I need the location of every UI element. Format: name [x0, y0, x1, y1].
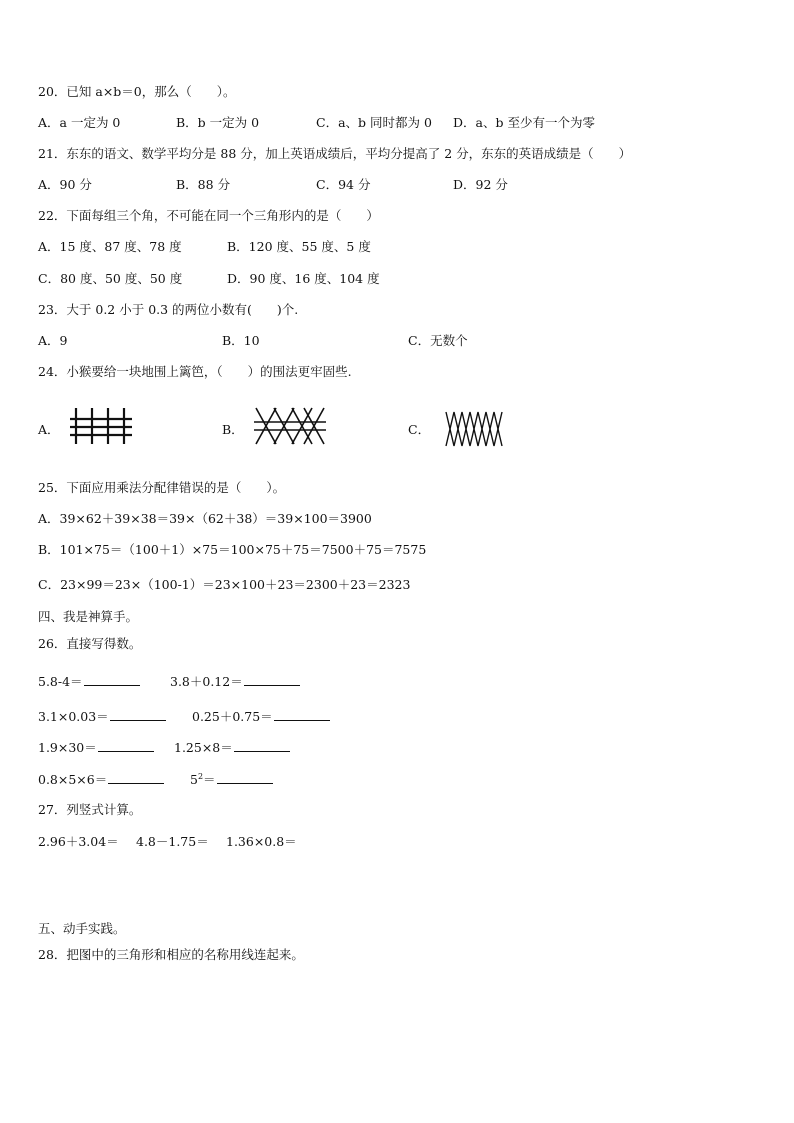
fence-cross-icon [254, 406, 326, 446]
q25-option-c: C．23×99＝23×（100-1）＝23×100＋23＝2300＋23＝2323 [38, 577, 411, 592]
q26-item-4: 0.25＋0.75＝ [192, 708, 330, 725]
q28-stem: 28．把图中的三角形和相应的名称用线连起来。 [38, 947, 304, 962]
section5-heading: 五、动手实践。 [38, 921, 126, 936]
fence-grid-icon [70, 406, 132, 446]
q26-item-5: 1.9×30＝ [38, 739, 154, 756]
q27-item-3: 1.36×0.8＝ [226, 834, 297, 849]
q26-item-7: 0.8×5×6＝ [38, 771, 164, 788]
q27-item-1: 2.96＋3.04＝ [38, 834, 119, 849]
answer-blank[interactable] [98, 739, 154, 752]
q27-item-2: 4.8－1.75＝ [136, 834, 209, 849]
q22-stem: 22．下面每组三个角，不可能在同一个三角形内的是（ ） [38, 208, 379, 223]
q24-option-b: B． [222, 422, 244, 437]
answer-blank[interactable] [84, 673, 140, 686]
q26-item-8: $5^2=$ [190, 771, 273, 788]
q26-item-6: 1.25×8＝ [174, 739, 290, 756]
q23-option-b: B．10 [222, 333, 260, 348]
q21-option-d: D．92 分 [453, 177, 508, 192]
answer-blank[interactable] [234, 739, 290, 752]
q20-option-d: D．a、b 至少有一个为零 [453, 115, 595, 130]
q26-item-2: 3.8＋0.12＝ [170, 673, 300, 690]
q23-option-a: A．9 [38, 333, 68, 348]
q25-option-b: B．101×75＝（100＋1）×75＝100×75＋75＝7500＋75＝7575 [38, 542, 427, 557]
q25-stem: 25．下面应用乘法分配律错误的是（ ）。 [38, 480, 286, 495]
q23-stem: 23．大于 0.2 小于 0.3 的两位小数有( )个. [38, 302, 299, 317]
q27-stem: 27．列竖式计算。 [38, 802, 142, 817]
q22-option-c: C．80 度、50 度、50 度 [38, 271, 183, 286]
q20-stem: 20．已知 a×b＝0，那么（ ）。 [38, 84, 236, 99]
q26-item-1: 5.8-4＝ [38, 673, 140, 690]
section4-heading: 四、我是神算手。 [38, 609, 139, 624]
q20-option-a: A．a 一定为 0 [38, 115, 121, 130]
q21-option-b: B．88 分 [176, 177, 231, 192]
q20-option-b: B．b 一定为 0 [176, 115, 260, 130]
q25-option-a: A．39×62＋39×38＝39×（62＋38）＝39×100＝3900 [38, 511, 372, 526]
answer-blank[interactable] [274, 708, 330, 721]
q22-option-b: B．120 度、55 度、5 度 [227, 239, 371, 254]
q24-option-a: A． [38, 422, 60, 437]
q26-item-3: 3.1×0.03＝ [38, 708, 166, 725]
q26-stem: 26．直接写得数。 [38, 636, 142, 651]
q23-option-c: C．无数个 [408, 333, 468, 348]
answer-blank[interactable] [217, 771, 273, 784]
q24-option-c: C． [408, 422, 431, 437]
answer-blank[interactable] [244, 673, 300, 686]
q21-stem: 21．东东的语文、数学平均分是 88 分，加上英语成绩后，平均分提高了 2 分，东东的英语成绩是（ ） [38, 146, 632, 161]
q21-option-c: C．94 分 [316, 177, 371, 192]
answer-blank[interactable] [110, 708, 166, 721]
q21-option-a: A．90 分 [38, 177, 92, 192]
fence-zigzag-icon [444, 410, 506, 448]
q22-option-a: A．15 度、87 度、78 度 [38, 239, 182, 254]
q24-stem: 24．小猴要给一块地围上篱笆，（ ）的围法更牢固些. [38, 364, 352, 379]
q22-option-d: D．90 度、16 度、104 度 [227, 271, 380, 286]
answer-blank[interactable] [108, 771, 164, 784]
q20-option-c: C．a、b 同时都为 0 [316, 115, 432, 130]
